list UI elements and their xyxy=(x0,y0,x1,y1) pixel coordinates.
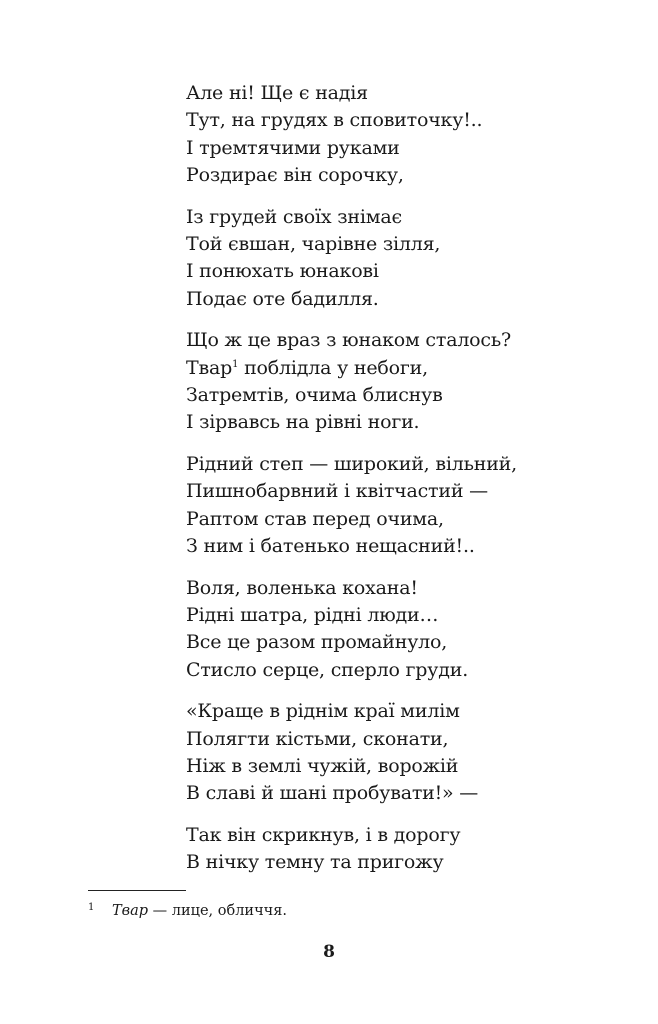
poem-line: В нічку темну та пригожу xyxy=(186,851,444,874)
poem-line: Пишнобарвний і квітчастий — xyxy=(186,480,488,503)
poem-line: Полягти кістьми, сконати, xyxy=(186,727,449,750)
poem-line: Стисло серце, сперло груди. xyxy=(186,658,469,681)
poem-line: І зірвавсь на рівні ноги. xyxy=(186,411,420,434)
poem-line: В славі й шані пробувати!» — xyxy=(186,782,479,805)
poem-line: Рідний степ — широкий, вільний, xyxy=(186,452,517,475)
footnote xyxy=(88,898,287,921)
poem-line: І понюхать юнакові xyxy=(186,260,379,283)
poem-text xyxy=(186,80,626,891)
page-number: 8 xyxy=(323,942,335,962)
stanza-2 xyxy=(186,204,626,314)
poem-line: Все це разом промайнуло, xyxy=(186,631,448,654)
poem-line: Тут, на грудях в сповиточку!.. xyxy=(186,109,483,132)
poem-line: Раптом став перед очима, xyxy=(186,507,444,530)
footnote-divider xyxy=(88,890,186,891)
poem-line: Роздирає він сорочку, xyxy=(186,164,404,187)
stanza-1 xyxy=(186,80,626,190)
stanza-3 xyxy=(186,327,626,437)
poem-line: Воля, воленька кохана! xyxy=(186,576,418,599)
poem-line-rest: поблідла у небоги, xyxy=(238,356,428,379)
poem-line: Ніж в землі чужій, ворожій xyxy=(186,754,459,777)
poem-line: Рідні шатра, рідні люди… xyxy=(186,603,439,626)
stanza-4 xyxy=(186,451,626,561)
poem-line: Але ні! Ще є надія xyxy=(186,82,368,104)
stanza-5 xyxy=(186,575,626,685)
stanza-7 xyxy=(186,822,626,877)
footnoted-word: Твар xyxy=(186,356,233,379)
poem-line: З ним і батенько нещасний!.. xyxy=(186,535,475,558)
stanza-6 xyxy=(186,698,626,808)
poem-line: Подає оте бадилля. xyxy=(186,287,379,310)
poem-line: І тремтячими руками xyxy=(186,136,400,159)
footnote-mark: 1 xyxy=(88,902,95,913)
poem-line: Так він скрикнув, і в дорогу xyxy=(186,823,461,846)
poem-line: Той євшан, чарівне зілля, xyxy=(186,233,441,256)
poem-line-with-footnote xyxy=(186,355,626,382)
poem-line: «Краще в ріднім краї милім xyxy=(186,700,460,723)
footnote-reference: 1 xyxy=(232,358,239,370)
poem-line: Із грудей своїх знімає xyxy=(186,205,402,228)
poem-line: Затремтів, очима блиснув xyxy=(186,384,443,407)
footnote-term: Твар xyxy=(112,903,149,919)
poem-line: Що ж це враз з юнаком сталось? xyxy=(186,329,511,352)
footnote-definition: — лице, обличчя. xyxy=(148,903,288,919)
